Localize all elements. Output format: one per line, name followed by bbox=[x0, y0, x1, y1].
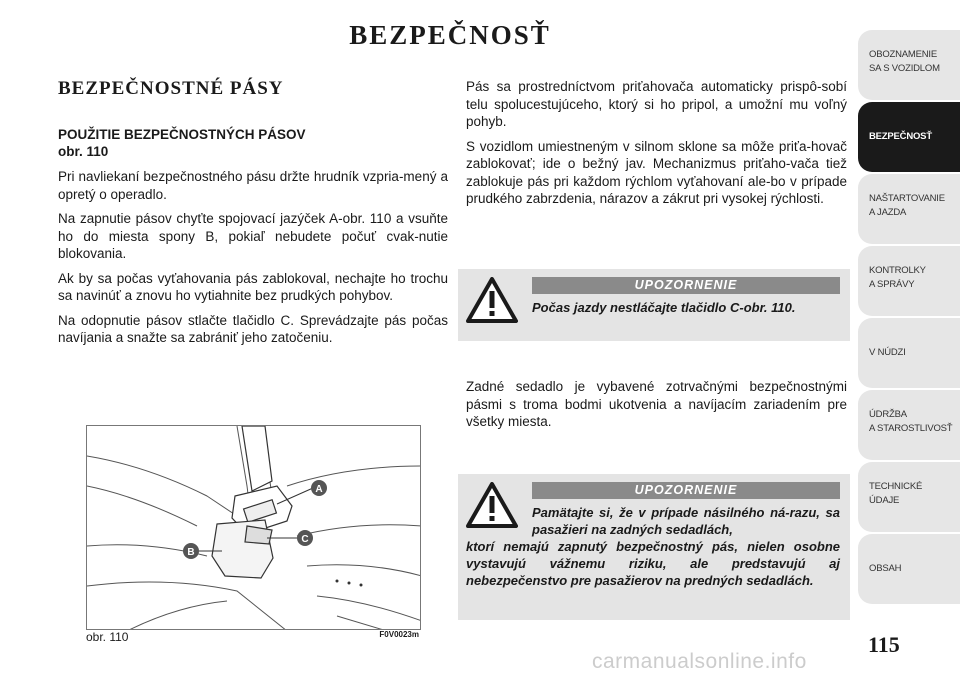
figure-caption bbox=[86, 630, 421, 644]
chapter-tabs bbox=[858, 30, 960, 610]
page-title: BEZPEČNOSŤ bbox=[349, 20, 551, 50]
tab-label: ÚDAJE bbox=[869, 495, 900, 506]
tab-label: KONTROLKY bbox=[869, 265, 926, 276]
paragraph: Pás sa prostredníctvom priťahovača automaticky prispô-sobí telu spolucestujúceho, ktorý si ho pripol, a umožní mu voľný pohyb. bbox=[466, 79, 847, 129]
warning-triangle-icon bbox=[466, 482, 518, 528]
tab-nastartovanie[interactable] bbox=[858, 174, 960, 244]
tab-label: BEZPEČNOSŤ bbox=[869, 131, 932, 142]
tab-kontrolky[interactable] bbox=[858, 246, 960, 316]
paragraph: Pri navliekaní bezpečnostného pásu držte hrudník vzpria-mený a opretý o operadlo. bbox=[58, 169, 448, 202]
warning-text: Počas jazdy nestláčajte tlačidlo C-obr. 110. bbox=[532, 300, 796, 315]
right-column bbox=[466, 78, 847, 215]
figure-caption-text: obr. 110 bbox=[86, 630, 129, 644]
figure-code: F0V0023m bbox=[379, 630, 419, 639]
tab-v-nudzi[interactable] bbox=[858, 318, 960, 388]
left-column bbox=[58, 78, 448, 354]
warning-text bbox=[466, 504, 840, 589]
warning-text-full: ktorí nemajú zapnutý bezpečnostný pás, nielen osobne vystavujú vážnemu riziku, ale predstavujú aj nebezpečenstvo pre pasažierov na predných sedadlách. bbox=[466, 539, 840, 588]
warning-label: UPOZORNENIE bbox=[532, 482, 840, 499]
tab-label: SA S VOZIDLOM bbox=[869, 63, 940, 74]
section-title: BEZPEČNOSTNÉ PÁSY bbox=[58, 78, 284, 99]
tab-bezpecnost[interactable] bbox=[858, 102, 960, 172]
tab-label: A STAROSTLIVOSŤ bbox=[869, 423, 953, 434]
watermark: carmanualsonline.info bbox=[592, 650, 807, 673]
tab-label: TECHNICKÉ bbox=[869, 481, 923, 492]
warning-box bbox=[458, 474, 850, 620]
warning-triangle-icon bbox=[466, 277, 518, 323]
callout-c-label: C bbox=[301, 534, 309, 545]
warning-box bbox=[458, 269, 850, 341]
tab-label: ÚDRŽBA bbox=[869, 409, 907, 420]
tab-label: V NÚDZI bbox=[869, 347, 906, 358]
page-number: 115 bbox=[868, 632, 900, 657]
tab-label: NAŠTARTOVANIE bbox=[869, 193, 945, 204]
callout-b-label: B bbox=[187, 547, 195, 558]
seatbelt-buckle-drawing bbox=[87, 426, 421, 630]
paragraph: Na zapnutie pásov chyťte spojovací jazýček A-obr. 110 a vsuňte ho do miesta spony B, pokiaľ nebudete počuť cvak-nutie blokovania. bbox=[58, 211, 448, 261]
tab-label: OBSAH bbox=[869, 563, 902, 574]
seatbelt-illustration bbox=[86, 425, 421, 630]
tab-technicke-udaje[interactable] bbox=[858, 462, 960, 532]
warning-text-indented: Pamätajte si, že v prípade násilného ná-razu, sa pasažieri na zadných sedadlách, bbox=[532, 505, 840, 537]
sub-title bbox=[58, 126, 448, 160]
tab-label: A SPRÁVY bbox=[869, 279, 915, 290]
sub-title-line: POUŽITIE BEZPEČNOSTNÝCH PÁSOV bbox=[58, 127, 306, 142]
callout-a-label: A bbox=[315, 484, 323, 495]
paragraph: S vozidlom umiestneným v silnom sklone sa môže priťa-hovač zablokovať; ide o bežný jav. Mechanizmus priťaho-vača tiež zablokuje pás pri každom rýchlom vyťahovaní ale-bo v prípade prudkého zabrzdenia, nárazov a zákrut pri vysokej rýchlosti. bbox=[466, 138, 847, 206]
paragraph: Zadné sedadlo je vybavené zotrvačnými bezpečnostnými pásmi s troma bodmi ukotvenia a navíjacím zariadením pre všetky miesta. bbox=[466, 379, 847, 429]
sub-title-figure-ref: obr. 110 bbox=[58, 144, 109, 159]
tab-obsah[interactable] bbox=[858, 534, 960, 604]
tab-oboznamenie[interactable] bbox=[858, 30, 960, 100]
tab-label: OBOZNAMENIE bbox=[869, 49, 938, 60]
paragraph: Na odopnutie pásov stlačte tlačidlo C. Sprevádzajte pás počas navíjania a snažte sa zabrániť jeho zatočeniu. bbox=[58, 312, 448, 345]
warning-label: UPOZORNENIE bbox=[532, 277, 840, 294]
paragraph: Ak by sa počas vyťahovania pás zablokoval, nechajte ho trochu sa navinúť a znovu ho vytiahnite bez prudkých pohybov. bbox=[58, 270, 448, 303]
tab-udrzba[interactable] bbox=[858, 390, 960, 460]
tab-label: A JAZDA bbox=[869, 207, 907, 218]
